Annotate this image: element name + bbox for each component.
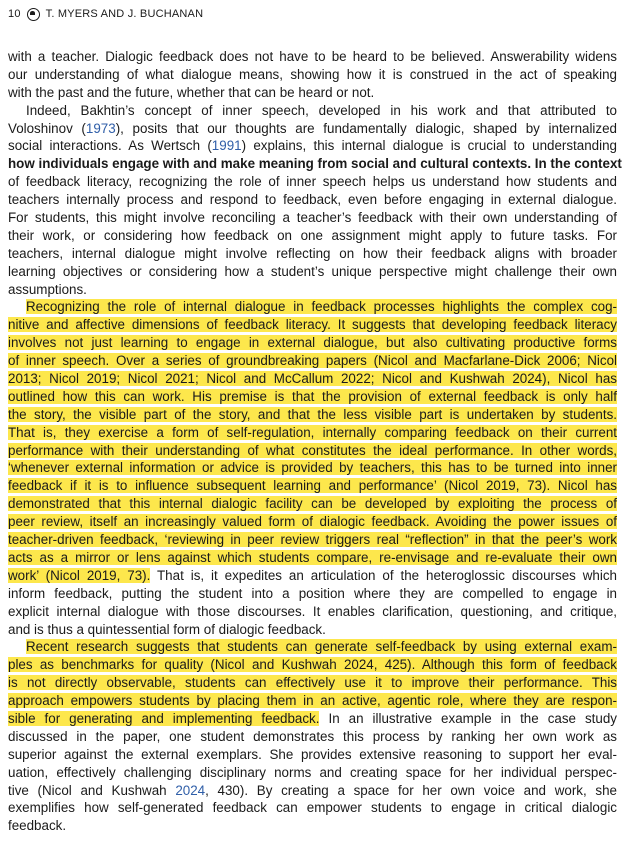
text-line <box>8 84 617 102</box>
text-line <box>8 513 617 531</box>
highlighted-text: demonstrated that this internal dialogic facility can be developed by exploiting the process of <box>8 496 617 512</box>
text-line <box>8 692 617 710</box>
publisher-logo-icon <box>27 8 40 21</box>
text-span: learning objectives or considering how a student’s unique perspective might challenge their own <box>8 263 617 279</box>
text-line <box>8 799 617 817</box>
text-line <box>8 137 617 155</box>
highlighted-text: 2013; Nicol 2019; Nicol 2021; Nicol and McCallum 2022; Nicol and Kushwah 2024), Nicol has <box>8 371 617 387</box>
text-line <box>8 817 617 835</box>
text-line <box>8 746 617 764</box>
text-span: superior against the external exemplars. She provides extensive reasoning to support her eval- <box>8 746 617 762</box>
text-line <box>8 442 617 460</box>
text-line <box>8 281 617 299</box>
running-head <box>8 6 203 22</box>
text-span: and is thus a quintessential form of dialogic feedback. <box>8 621 326 637</box>
text-line <box>8 120 617 138</box>
highlighted-text: sible for generating and implementing feedback. <box>8 710 320 726</box>
text-line <box>8 495 617 513</box>
highlighted-text: Recognizing the role of internal dialogue in feedback processes highlights the complex cog- <box>26 299 617 315</box>
text-span: our understanding of what dialogue means, showing how it is construed in the act of speaking <box>8 66 617 82</box>
highlighted-text: work’ (Nicol 2019, 73). <box>8 567 151 583</box>
text-line <box>8 263 617 281</box>
text-line <box>8 549 617 567</box>
text-line <box>8 209 617 227</box>
text-span: inform feedback, putting the student into a position where they are compelled to engage in <box>8 585 617 601</box>
running-head-authors: T. MYERS AND J. BUCHANAN <box>45 8 204 20</box>
highlighted-text: acts as a mirror or lens against which students compare, re-envisage and re-evaluate their own <box>8 549 617 565</box>
text-line <box>8 782 617 800</box>
paragraph <box>8 298 617 638</box>
highlighted-text: approach empowers students by placing them in an active, agentic role, where they are respon- <box>8 693 617 709</box>
highlighted-text: of inner speech. Over a series of groundbreaking papers (Nicol and Macfarlane-Dick 2006; Nicol <box>8 353 617 369</box>
text-line <box>8 370 617 388</box>
highlighted-text: teacher-driven feedback, ‘reviewing in peer review triggers real “reflection” in that the peer’s work <box>8 532 617 548</box>
text-line <box>8 638 617 656</box>
text-line <box>8 334 617 352</box>
citation-link[interactable]: 2024 <box>175 782 206 798</box>
text-line <box>8 656 617 674</box>
text-line <box>8 245 617 263</box>
paragraph <box>8 102 622 299</box>
text-line <box>8 567 617 585</box>
text-line <box>8 531 617 549</box>
article-body <box>8 48 622 835</box>
text-line <box>8 298 617 316</box>
text-span: ) explains, this internal dialogue is crucial to understanding <box>241 138 617 154</box>
text-line <box>8 173 617 191</box>
text-line <box>8 227 617 245</box>
paragraph <box>8 638 617 835</box>
paragraph <box>8 48 617 102</box>
highlighted-text: nitive and affective dimensions of feedback literacy. It suggests that developing feedback literacy <box>8 317 617 333</box>
text-line <box>8 388 617 406</box>
text-span: tive (Nicol and Kushwah <box>8 782 176 798</box>
text-span: feedback. <box>8 818 67 834</box>
text-span: ), posits that our thoughts are fundamentally dialogic, shaped by internalized <box>115 120 617 136</box>
highlighted-text: Recent research suggests that students can generate self-feedback by using external exam- <box>26 639 617 655</box>
text-line <box>8 102 617 120</box>
page-number: 10 <box>8 8 21 20</box>
text-span: Indeed, Bakhtin’s concept of inner speech, developed in his work and that attributed to <box>26 102 617 118</box>
text-span: uation, effectively challenging disciplinary norms and creating space for her individual perspec- <box>8 764 617 780</box>
text-line <box>8 352 617 370</box>
text-line <box>8 191 617 209</box>
citation-link[interactable]: 1973 <box>85 120 116 136</box>
text-line <box>8 674 617 692</box>
text-line <box>8 66 617 84</box>
text-line <box>8 155 622 173</box>
text-line <box>8 728 617 746</box>
highlighted-text: performance with their understanding of what constitutes the ideal performance. In other words, <box>8 442 617 458</box>
text-line <box>8 710 617 728</box>
text-span: For students, this might involve reconciling a teacher’s feedback with their own understanding of <box>8 210 617 226</box>
highlighted-text: the story, the visible part of the story, and that the less visible part is undertaken by students. <box>8 406 617 422</box>
text-span: , 430). By creating a space for her own voice and work, she <box>205 782 617 798</box>
text-line <box>8 603 617 621</box>
citation-link[interactable]: 1991 <box>211 138 242 154</box>
text-line <box>8 764 617 782</box>
text-span: explicit internal dialogue with those discourses. It enables clarification, questioning, and critique, <box>8 603 617 619</box>
text-span: teachers internally process and respond to feedback, even before engaging in external dialogue. <box>8 192 617 208</box>
text-line <box>8 459 617 477</box>
text-span: exemplifies how self-generated feedback can empower students to engage in critical dialogic <box>8 800 617 816</box>
text-line <box>8 48 617 66</box>
text-span: In an illustrative example in the case study <box>319 710 617 726</box>
text-span: with the past and the future, whether that can be heard or not. <box>8 84 375 100</box>
text-line <box>8 585 617 603</box>
text-span: Voloshinov ( <box>8 120 86 136</box>
highlighted-text: ‘whenever external information or advice is provided by teachers, this has to be turned into inner <box>8 460 617 476</box>
bold-text: how individuals engage with and make meaning from social and cultural contexts. In the context <box>8 156 622 172</box>
text-span: teachers, internal dialogue might involve reflecting on how their feedback aligns with broader <box>8 245 617 261</box>
text-line <box>8 406 617 424</box>
text-span: of feedback literacy, recognizing the role of inner speech helps us understand how students and <box>8 174 617 190</box>
text-span: their work, or considering how feedback on one assignment might apply to future tasks. For <box>8 227 617 243</box>
text-line <box>8 424 617 442</box>
highlighted-text: outlined how this can work. His premise is that the provision of external feedback is only half <box>8 388 617 404</box>
highlighted-text: ples as benchmarks for quality (Nicol and Kushwah 2024, 425). Although this form of feedback <box>8 657 617 673</box>
text-span: discussed in the paper, one student demonstrates this process by ranking her own work as <box>8 728 617 744</box>
text-line <box>8 621 617 639</box>
highlighted-text: involves not just learning to engage in external dialogue, but also cultivating productive forms <box>8 335 617 351</box>
text-span: with a teacher. Dialogic feedback does not have to be heard to be believed. Answerability widens <box>8 49 617 64</box>
highlighted-text: That is, they exercise a form of self-regulation, internally comparing feedback on their current <box>8 424 617 440</box>
text-span: social interactions. As Wertsch ( <box>8 138 212 154</box>
text-span: That is, it expedites an articulation of the heteroglossic discourses which <box>150 567 617 583</box>
text-line <box>8 477 617 495</box>
text-line <box>8 316 617 334</box>
text-span: assumptions. <box>8 281 87 297</box>
highlighted-text: is not directly observable, students can effectively use it to improve their performance. This <box>8 675 617 691</box>
highlighted-text: feedback if it is to influence subsequent learning and performance’ (Nicol 2019, 73). Nicol has <box>8 478 617 494</box>
highlighted-text: peer review, itself an increasingly valued form of dialogic feedback. Avoiding the power issues of <box>8 514 617 530</box>
